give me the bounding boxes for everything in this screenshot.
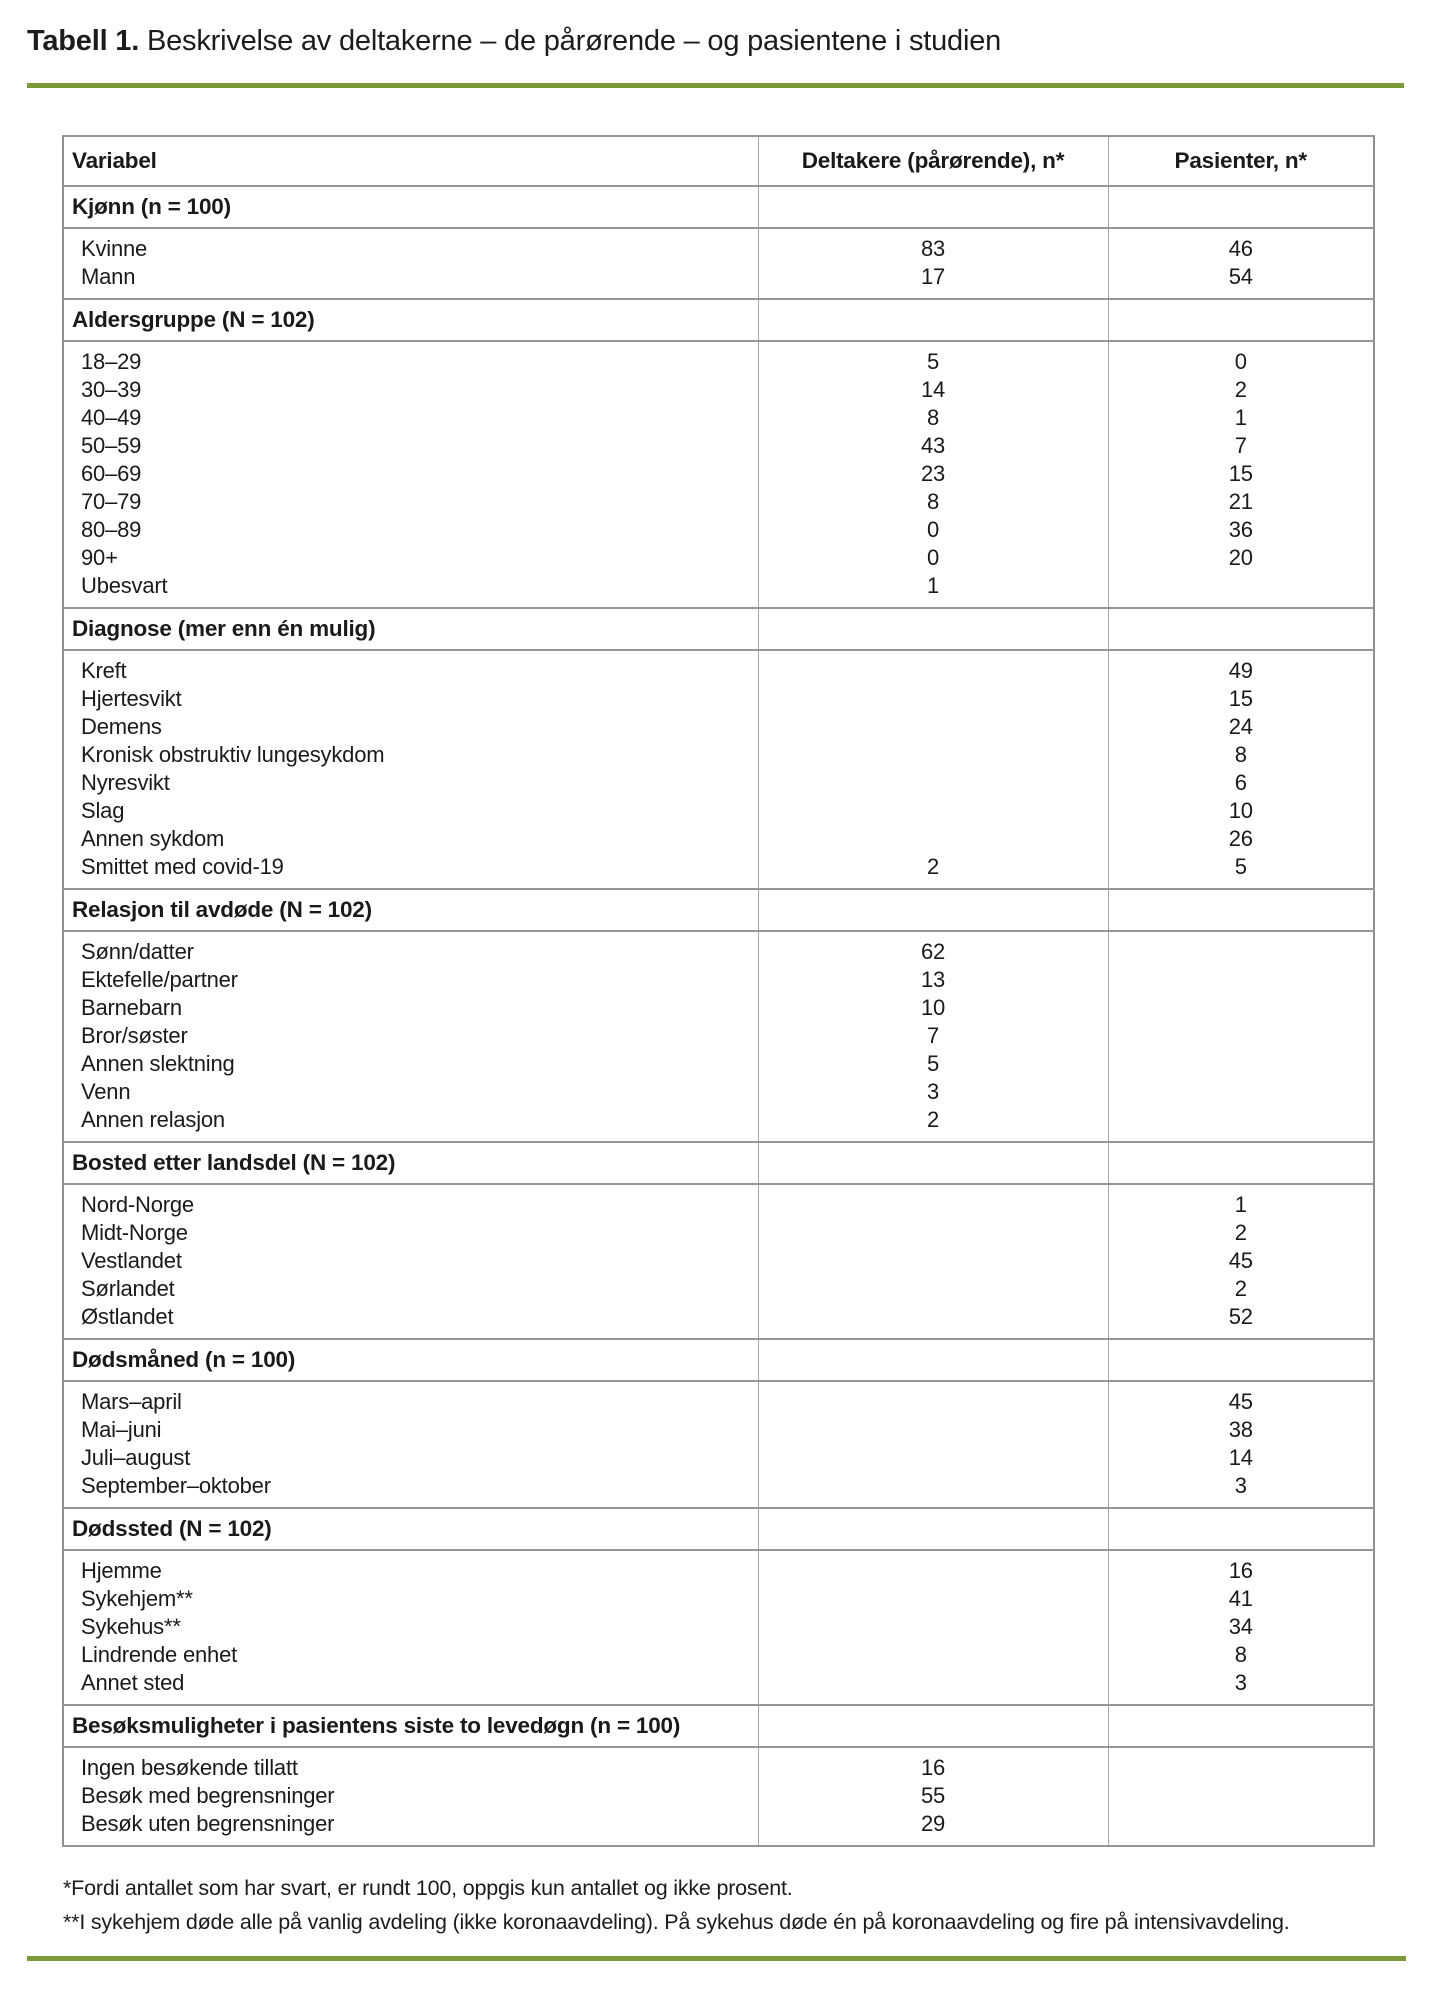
variable-label: Venn	[81, 1078, 131, 1104]
variable-label: Bror/søster	[81, 1022, 188, 1048]
variable-label: 80–89	[81, 516, 142, 542]
deltakere-value	[759, 713, 1108, 741]
pasienter-value: 26	[1228, 825, 1253, 851]
deltakere-value: 43	[920, 432, 946, 458]
variable-label: Mann	[81, 263, 136, 289]
variable-label: Midt-Norge	[81, 1219, 188, 1245]
section-data-cell	[758, 1381, 1108, 1508]
deltakere-value: 1	[926, 572, 940, 598]
variable-label: Barnebarn	[81, 994, 182, 1020]
variable-label: Demens	[81, 713, 162, 739]
section-header-row	[63, 1142, 1374, 1184]
pasienter-value: 46	[1228, 235, 1253, 261]
section-data-cell	[1108, 341, 1374, 608]
pasienter-value	[1109, 1754, 1374, 1782]
deltakere-value	[759, 769, 1108, 797]
pasienter-value	[1109, 1782, 1374, 1810]
variable-label: Smittet med covid-19	[81, 853, 284, 879]
section-header-row	[63, 1508, 1374, 1550]
section-data-cell	[1108, 1184, 1374, 1339]
pasienter-value: 8	[1234, 1641, 1247, 1667]
variable-label: 60–69	[81, 460, 142, 486]
section-header-spacer	[1108, 299, 1374, 341]
deltakere-value	[759, 1275, 1108, 1303]
section-header-spacer	[1108, 608, 1374, 650]
deltakere-value	[759, 1247, 1108, 1275]
deltakere-value: 16	[920, 1754, 946, 1780]
top-divider-rule	[27, 83, 1404, 88]
section-data-cell	[758, 1747, 1108, 1846]
section-data-cell	[1108, 931, 1374, 1142]
section-header: Relasjon til avdøde (N = 102)	[63, 889, 758, 931]
section-data-cell	[758, 650, 1108, 889]
section-data-cell	[758, 1184, 1108, 1339]
deltakere-value	[759, 1669, 1108, 1697]
pasienter-value: 14	[1228, 1444, 1253, 1470]
deltakere-value	[759, 1585, 1108, 1613]
section-data-cell	[63, 1184, 758, 1339]
pasienter-value: 34	[1228, 1613, 1253, 1639]
variable-label: 40–49	[81, 404, 142, 430]
deltakere-value: 8	[926, 488, 940, 514]
deltakere-value: 83	[920, 235, 946, 261]
variable-label: Mai–juni	[81, 1416, 162, 1442]
deltakere-value: 0	[926, 516, 940, 542]
section-data-cell	[63, 650, 758, 889]
section-header-spacer	[758, 1508, 1108, 1550]
pasienter-value: 2	[1234, 376, 1247, 402]
pasienter-value: 2	[1234, 1275, 1247, 1301]
deltakere-value: 7	[926, 1022, 940, 1048]
deltakere-value	[759, 1444, 1108, 1472]
variable-label: Nyresvikt	[81, 769, 170, 795]
section-data-cell	[1108, 1747, 1374, 1846]
page-title	[27, 24, 1404, 59]
table-body	[63, 186, 1374, 1846]
section-header-spacer	[1108, 1142, 1374, 1184]
section-data-cell	[1108, 228, 1374, 299]
section-header-spacer	[758, 889, 1108, 931]
section-data-cell	[63, 1381, 758, 1508]
section-data-row	[63, 228, 1374, 299]
section-header-spacer	[1108, 1508, 1374, 1550]
deltakere-value	[759, 1303, 1108, 1331]
participants-table	[62, 135, 1375, 1847]
section-data-cell	[758, 1550, 1108, 1705]
bottom-divider-rule	[27, 1956, 1406, 1961]
pasienter-value: 52	[1228, 1303, 1253, 1329]
pasienter-value: 38	[1228, 1416, 1253, 1442]
section-header-spacer	[758, 608, 1108, 650]
section-header-spacer	[758, 299, 1108, 341]
deltakere-value: 3	[926, 1078, 940, 1104]
pasienter-value: 45	[1228, 1388, 1253, 1414]
section-data-cell	[63, 341, 758, 608]
pasienter-value	[1109, 938, 1374, 966]
pasienter-value: 6	[1234, 769, 1247, 795]
pasienter-value	[1109, 994, 1374, 1022]
column-header-deltakere: Deltakere (pårørende), n*	[758, 136, 1108, 186]
section-data-cell	[758, 341, 1108, 608]
section-header: Aldersgruppe (N = 102)	[63, 299, 758, 341]
variable-label: Ingen besøkende tillatt	[81, 1754, 298, 1780]
deltakere-value	[759, 825, 1108, 853]
pasienter-value: 24	[1228, 713, 1253, 739]
variable-label: Sykehus**	[81, 1613, 181, 1639]
deltakere-value	[759, 657, 1108, 685]
section-header: Diagnose (mer enn én mulig)	[63, 608, 758, 650]
variable-label: Juli–august	[81, 1444, 191, 1470]
variable-label: Annet sted	[81, 1669, 185, 1695]
pasienter-value	[1109, 1050, 1374, 1078]
variable-label: 90+	[81, 544, 118, 570]
pasienter-value: 1	[1234, 1191, 1247, 1217]
variable-label: Lindrende enhet	[81, 1641, 238, 1667]
deltakere-value: 29	[920, 1810, 946, 1836]
section-data-row	[63, 1381, 1374, 1508]
table-header-row	[63, 136, 1374, 186]
section-data-row	[63, 650, 1374, 889]
pasienter-value: 20	[1228, 544, 1253, 570]
section-data-cell	[63, 228, 758, 299]
variable-label: Østlandet	[81, 1303, 174, 1329]
deltakere-value	[759, 685, 1108, 713]
variable-label: 18–29	[81, 348, 142, 374]
section-header-row	[63, 608, 1374, 650]
pasienter-value: 0	[1234, 348, 1247, 374]
variable-label: Annen slektning	[81, 1050, 235, 1076]
pasienter-value: 7	[1234, 432, 1247, 458]
pasienter-value: 36	[1228, 516, 1253, 542]
pasienter-value: 3	[1234, 1669, 1247, 1695]
pasienter-value: 54	[1228, 263, 1253, 289]
variable-label: Kreft	[81, 657, 127, 683]
variable-label: 50–59	[81, 432, 142, 458]
section-header-spacer	[1108, 889, 1374, 931]
section-header-spacer	[1108, 1705, 1374, 1747]
section-data-row	[63, 341, 1374, 608]
deltakere-value: 5	[926, 1050, 940, 1076]
deltakere-value: 2	[926, 853, 940, 879]
section-header-spacer	[1108, 186, 1374, 228]
footnote-2: **I sykehjem døde alle på vanlig avdeling (ikke koronaavdeling). På sykehus døde én på koronaavdeling og fire på intensivavdeling.	[63, 1910, 1290, 1935]
deltakere-value: 17	[920, 263, 946, 289]
section-header-spacer	[1108, 1339, 1374, 1381]
section-data-cell	[758, 931, 1108, 1142]
pasienter-value: 1	[1234, 404, 1247, 430]
variable-label: Sørlandet	[81, 1275, 175, 1301]
table-title-text: Beskrivelse av deltakerne – de pårørende – og pasientene i studien	[139, 25, 1002, 57]
section-header: Kjønn (n = 100)	[63, 186, 758, 228]
section-data-cell	[1108, 1381, 1374, 1508]
pasienter-value: 41	[1228, 1585, 1253, 1611]
deltakere-value: 5	[926, 348, 940, 374]
variable-label: 70–79	[81, 488, 142, 514]
deltakere-value: 62	[920, 938, 946, 964]
section-header-row	[63, 186, 1374, 228]
footnotes-block	[63, 1877, 1404, 1935]
pasienter-value	[1109, 572, 1374, 600]
section-data-row	[63, 931, 1374, 1142]
section-header: Dødssted (N = 102)	[63, 1508, 758, 1550]
deltakere-value: 14	[920, 376, 946, 402]
column-header-pasienter: Pasienter, n*	[1108, 136, 1374, 186]
pasienter-value: 49	[1228, 657, 1253, 683]
variable-label: Vestlandet	[81, 1247, 182, 1273]
deltakere-value	[759, 1557, 1108, 1585]
deltakere-value	[759, 1191, 1108, 1219]
pasienter-value: 2	[1234, 1219, 1247, 1245]
pasienter-value: 3	[1234, 1472, 1247, 1498]
pasienter-value	[1109, 1022, 1374, 1050]
variable-label: Besøk uten begrensninger	[81, 1810, 335, 1836]
pasienter-value: 45	[1228, 1247, 1253, 1273]
pasienter-value: 10	[1228, 797, 1253, 823]
variable-label: Annen relasjon	[81, 1106, 225, 1132]
variable-label: Kvinne	[81, 235, 148, 261]
pasienter-value: 15	[1228, 460, 1253, 486]
variable-label: Ubesvart	[81, 572, 168, 598]
column-header-variabel: Variabel	[63, 136, 758, 186]
section-header-spacer	[758, 1142, 1108, 1184]
section-data-cell	[63, 931, 758, 1142]
section-header-spacer	[758, 186, 1108, 228]
variable-label: Sykehjem**	[81, 1585, 193, 1611]
section-header-row	[63, 1705, 1374, 1747]
variable-label: Hjemme	[81, 1557, 162, 1583]
section-data-cell	[758, 228, 1108, 299]
section-data-row	[63, 1550, 1374, 1705]
deltakere-value	[759, 1416, 1108, 1444]
deltakere-value: 10	[920, 994, 946, 1020]
pasienter-value: 5	[1234, 853, 1247, 879]
deltakere-value: 23	[920, 460, 946, 486]
variable-label: Sønn/datter	[81, 938, 194, 964]
section-header: Bosted etter landsdel (N = 102)	[63, 1142, 758, 1184]
variable-label: Besøk med begrensninger	[81, 1782, 335, 1808]
table-number-label: Tabell 1.	[27, 25, 140, 57]
variable-label: Kronisk obstruktiv lungesykdom	[81, 741, 385, 767]
footnote-1: *Fordi antallet som har svart, er rundt 100, oppgis kun antallet og ikke prosent.	[63, 1875, 793, 1900]
variable-label: Mars–april	[81, 1388, 182, 1414]
variable-label: 30–39	[81, 376, 142, 402]
pasienter-value: 8	[1234, 741, 1247, 767]
pasienter-value: 15	[1228, 685, 1253, 711]
section-data-cell	[63, 1550, 758, 1705]
section-header: Dødsmåned (n = 100)	[63, 1339, 758, 1381]
section-header-spacer	[758, 1705, 1108, 1747]
section-data-cell	[63, 1747, 758, 1846]
deltakere-value	[759, 1472, 1108, 1500]
section-data-row	[63, 1747, 1374, 1846]
section-data-cell	[1108, 1550, 1374, 1705]
pasienter-value: 16	[1228, 1557, 1253, 1583]
pasienter-value	[1109, 966, 1374, 994]
deltakere-value: 0	[926, 544, 940, 570]
section-header-spacer	[758, 1339, 1108, 1381]
variable-label: Hjertesvikt	[81, 685, 182, 711]
deltakere-value	[759, 1388, 1108, 1416]
deltakere-value: 8	[926, 404, 940, 430]
section-data-row	[63, 1184, 1374, 1339]
deltakere-value: 13	[920, 966, 946, 992]
section-header-row	[63, 1339, 1374, 1381]
pasienter-value	[1109, 1810, 1374, 1838]
deltakere-value: 2	[926, 1106, 940, 1132]
section-header-row	[63, 299, 1374, 341]
pasienter-value	[1109, 1106, 1374, 1134]
deltakere-value	[759, 741, 1108, 769]
section-header: Besøksmuligheter i pasientens siste to levedøgn (n = 100)	[63, 1705, 758, 1747]
deltakere-value	[759, 1641, 1108, 1669]
variable-label: Annen sykdom	[81, 825, 225, 851]
variable-label: Nord-Norge	[81, 1191, 194, 1217]
deltakere-value: 55	[920, 1782, 946, 1808]
section-data-cell	[1108, 650, 1374, 889]
variable-label: Slag	[81, 797, 125, 823]
deltakere-value	[759, 1613, 1108, 1641]
deltakere-value	[759, 797, 1108, 825]
variable-label: Ektefelle/partner	[81, 966, 238, 992]
variable-label: September–oktober	[81, 1472, 271, 1498]
section-header-row	[63, 889, 1374, 931]
pasienter-value	[1109, 1078, 1374, 1106]
pasienter-value: 21	[1228, 488, 1253, 514]
deltakere-value	[759, 1219, 1108, 1247]
